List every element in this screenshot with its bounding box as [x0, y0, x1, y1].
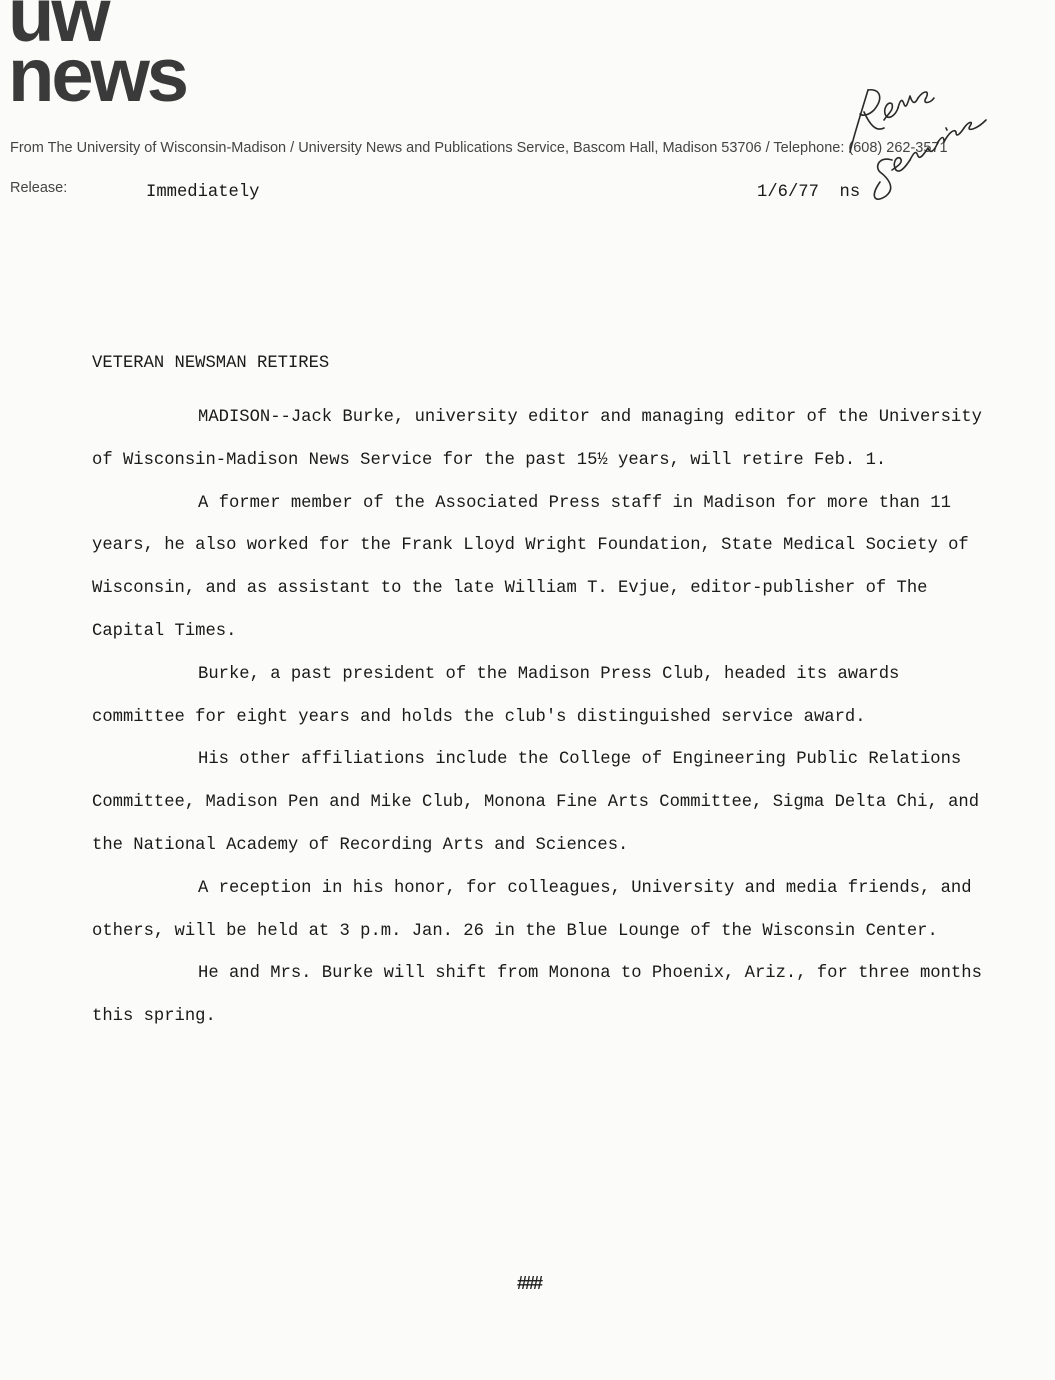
paragraph-1: MADISON--Jack Burke, university editor and managing editor of the University of Wisconsin-Madison News Service for the past 15½ years, will retire Feb. 1. — [92, 408, 993, 470]
release-label: Release: — [10, 180, 68, 196]
paragraph-3: Burke, a past president of the Madison Press Club, headed its awards committee for eight years and holds the club's distinguished service award. — [92, 664, 910, 727]
paragraph-5: A reception in his honor, for colleagues, University and media friends, and others, will be held at 3 p.m. Jan. 26 in the Blue Lounge of the Wisconsin Center. — [92, 878, 982, 941]
date-code: 1/6/77 ns — [757, 183, 861, 202]
logo-line-uw: uw — [8, 0, 108, 58]
end-mark: ### — [517, 1273, 542, 1293]
logo-line-news: news — [8, 33, 187, 118]
release-value: Immediately — [146, 183, 260, 202]
paragraph-4: His other affiliations include the College of Engineering Public Relations Committee, Madison Pen and Mike Club, Monona Fine Arts Committee, Sigma Delta Chi, and the National Academy of Recording Arts and Sciences. — [92, 750, 990, 855]
article-body — [92, 397, 1002, 1039]
paragraph-2: A former member of the Associated Press staff in Madison for more than 11 years, he also worked for the Frank Lloyd Wright Foundation, State Medical Society of Wisconsin, and as assistant to the late William T. Evjue, editor-publisher of The Capital Times. — [92, 493, 980, 641]
article-headline: VETERAN NEWSMAN RETIRES — [92, 354, 330, 373]
uw-news-logo — [8, 0, 187, 118]
handwritten-signature-icon — [840, 70, 1000, 210]
paragraph-6: He and Mrs. Burke will shift from Monona to Phoenix, Ariz., for three months this spring. — [92, 964, 993, 1027]
letterhead-address: From The University of Wisconsin-Madison / University News and Publications Service, Bascom Hall, Madison 53706 / Telephone: (608) 262-3571 — [10, 140, 948, 156]
